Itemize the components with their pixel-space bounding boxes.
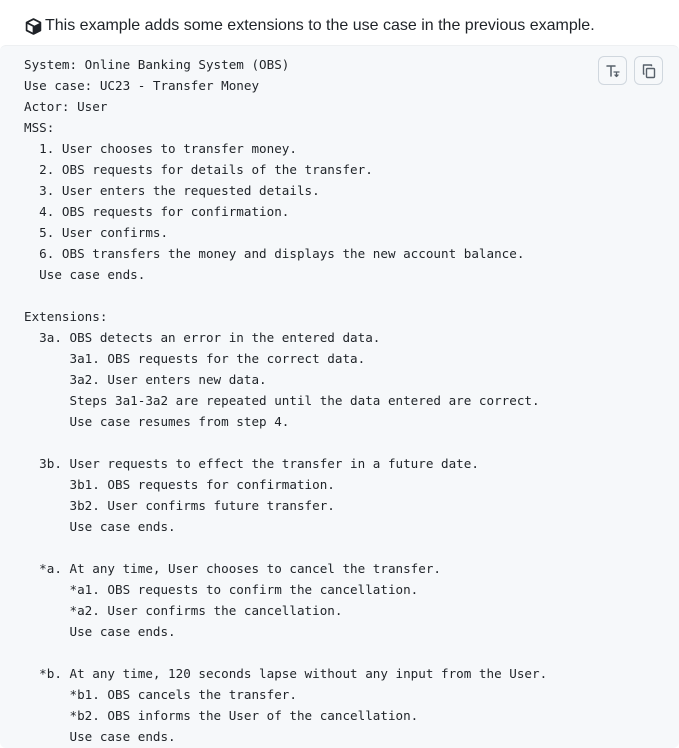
code-line — [24, 432, 547, 453]
box-icon — [24, 17, 42, 35]
code-line: Use case ends. — [24, 267, 146, 282]
code-line: *a. At any time, User chooses to cancel the transfer. — [24, 561, 442, 576]
code-line — [24, 537, 547, 558]
code-toolbar — [598, 56, 663, 85]
copy-button[interactable] — [634, 56, 663, 85]
intro-paragraph — [24, 14, 595, 38]
code-line — [24, 285, 547, 306]
code-line: 4. OBS requests for confirmation. — [24, 204, 290, 219]
code-line: *a1. OBS requests to confirm the cancellation. — [24, 582, 419, 597]
code-line: *b1. OBS cancels the transfer. — [24, 687, 297, 702]
code-line: 3a2. User enters new data. — [24, 372, 267, 387]
code-line: System: Online Banking System (OBS) — [24, 57, 290, 72]
code-line: *b. At any time, 120 seconds lapse without any input from the User. — [24, 666, 548, 681]
code-line: Use case ends. — [24, 519, 176, 534]
code-line: Extensions: — [24, 309, 108, 324]
intro-text: This example adds some extensions to the use case in the previous example. — [45, 17, 595, 34]
code-line: 1. User chooses to transfer money. — [24, 141, 297, 156]
code-line: 3. User enters the requested details. — [24, 183, 320, 198]
code-line: Use case ends. — [24, 624, 176, 639]
text-wrap-icon — [605, 63, 621, 79]
code-line: Steps 3a1-3a2 are repeated until the data entered are correct. — [24, 393, 540, 408]
code-line: *b2. OBS informs the User of the cancellation. — [24, 708, 419, 723]
code-line: Actor: User — [24, 99, 108, 114]
code-block — [0, 45, 679, 748]
code-line: Use case ends. — [24, 729, 176, 744]
code-line: 3b. User requests to effect the transfer in a future date. — [24, 456, 479, 471]
code-line: 2. OBS requests for details of the transfer. — [24, 162, 373, 177]
code-line: 3a1. OBS requests for the correct data. — [24, 351, 366, 366]
code-line: 3b2. User confirms future transfer. — [24, 498, 335, 513]
copy-icon — [641, 63, 657, 79]
code-line: Use case resumes from step 4. — [24, 414, 290, 429]
code-line: 6. OBS transfers the money and displays the new account balance. — [24, 246, 525, 261]
code-line: Use case: UC23 - Transfer Money — [24, 78, 260, 93]
code-line: 5. User confirms. — [24, 225, 169, 240]
use-case-code — [24, 54, 547, 747]
code-line: 3b1. OBS requests for confirmation. — [24, 477, 335, 492]
code-line: *a2. User confirms the cancellation. — [24, 603, 343, 618]
code-line — [24, 642, 547, 663]
text-wrap-button[interactable] — [598, 56, 627, 85]
code-line: 3a. OBS detects an error in the entered data. — [24, 330, 381, 345]
code-line: MSS: — [24, 120, 55, 135]
